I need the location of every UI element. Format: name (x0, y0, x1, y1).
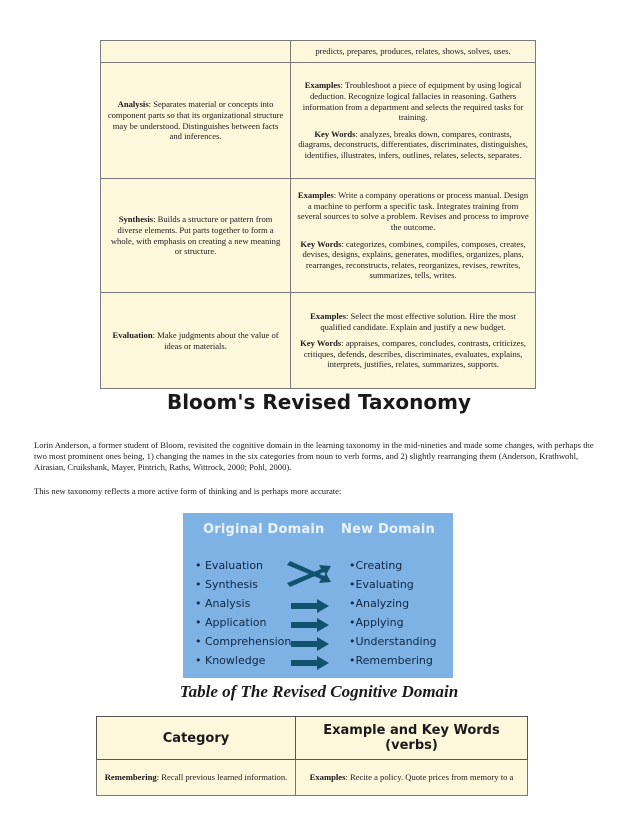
new-domain-item: •Evaluating (349, 578, 414, 591)
table-row (101, 293, 536, 389)
table-subtitle: Table of The Revised Cognitive Domain (179, 682, 459, 701)
original-domain-item: • Evaluation (195, 559, 264, 572)
category-cell (101, 41, 291, 63)
lead-in-paragraph: This new taxonomy reflects a more active form of thinking and is perhaps more accurate: (34, 486, 342, 496)
right-arrow-icon (291, 599, 329, 613)
examples-label: Examples (309, 772, 346, 783)
table-row (101, 63, 536, 179)
category-label: Remembering (104, 772, 157, 783)
examples-keywords-cell (291, 63, 536, 179)
category-cell (101, 63, 291, 179)
original-domain-item: • Synthesis (195, 578, 259, 591)
examples-label: Examples (304, 80, 341, 91)
table-row (97, 760, 528, 796)
column-header-examples: Example and Key Words (verbs) (296, 717, 528, 760)
bloom-taxonomy-table (100, 40, 536, 389)
new-domain-header: New Domain (341, 522, 435, 537)
category-label: Analysis (117, 99, 149, 110)
examples-text: : Select the most effective solution. Hire the most qualified candidate. Explain and justify a new budget. (320, 311, 516, 332)
keywords-cell (291, 41, 536, 63)
keywords-label: Key Words (314, 128, 356, 139)
right-arrow-icon (291, 656, 329, 670)
examples-text: : Recite a policy. Quote prices from memory to a (345, 772, 514, 783)
category-label: Synthesis (118, 214, 154, 225)
keywords-text: predicts, prepares, produces, relates, shows, solves, uses. (315, 46, 511, 57)
category-description: : Recall previous learned information. (156, 772, 288, 783)
examples-keywords-cell (291, 179, 536, 293)
examples-keywords-cell (291, 293, 536, 389)
domain-comparison-graphic (183, 513, 453, 678)
new-domain-item: •Analyzing (349, 597, 410, 610)
table-row (101, 179, 536, 293)
examples-label: Examples (297, 190, 334, 201)
category-description: : Builds a structure or pattern from diverse elements. Put parts together to form a whole, with emphasis on creating a new meaning or structure. (110, 214, 281, 257)
swap-arrows-icon (285, 559, 337, 589)
keywords-text: : categorizes, combines, compiles, composes, creates, devises, designs, explains, generates, modifies, organizes, plans, rearranges, reconstructs, relates, reorganizes, revises, rewrites, summarizes, tells, writes. (302, 238, 526, 281)
examples-text: : Troubleshoot a piece of equipment by using logical deduction. Recognize logical fallacies in reasoning. Gathers information from a department and selects the required tasks for training. (302, 80, 524, 123)
new-domain-item: •Understanding (349, 635, 437, 648)
keywords-text: : analyzes, breaks down, compares, contrasts, diagrams, deconstructs, differentiates, discriminates, distinguishes, identifies, illustrates, infers, outlines, relates, selects, separates. (298, 128, 528, 160)
category-cell (97, 760, 296, 796)
examples-label: Examples (310, 311, 346, 322)
category-label: Evaluation (112, 329, 153, 340)
page-heading: Bloom's Revised Taxonomy (166, 390, 472, 414)
keywords-label: Key Words (300, 238, 342, 249)
new-domain-item: •Remembering (349, 654, 433, 667)
new-domain-item: •Applying (349, 616, 404, 629)
original-domain-item: • Application (195, 616, 267, 629)
category-description: : Separates material or concepts into component parts so that its organizational structure may be understood. Distinguishes between facts and inferences. (107, 99, 284, 142)
table-header-row (97, 717, 528, 760)
examples-cell (296, 760, 528, 796)
new-domain-item: •Creating (349, 559, 403, 572)
category-cell (101, 293, 291, 389)
category-cell (101, 179, 291, 293)
original-domain-item: • Knowledge (195, 654, 266, 667)
category-description: : Make judgments about the value of ideas or materials. (152, 329, 279, 351)
original-domain-item: • Comprehension (195, 635, 292, 648)
intro-paragraph: Lorin Anderson, a former student of Bloom, revisited the cognitive domain in the learning taxonomy in the mid-nineties and made some changes, with perhaps the two most prominent ones being, 1) changing the names in the six categories from noun to verb forms, and 2) slightly rearranging them (Anderson, Krathwohl, Airasian, Cruikshank, Mayer, Pintrich, Raths, Wittrock, 2000; Pohl, 2000). (34, 440, 594, 472)
original-domain-header: Original Domain (203, 522, 325, 537)
right-arrow-icon (291, 637, 329, 651)
examples-text: : Write a company operations or process manual. Design a machine to perform a specific task. Integrates training from several sources to solve a problem. Revises and process to improve the outcome. (297, 190, 529, 232)
table-row (101, 41, 536, 63)
column-header-category: Category (97, 717, 296, 760)
revised-domain-table (96, 716, 528, 796)
original-domain-item: • Analysis (195, 597, 251, 610)
right-arrow-icon (291, 618, 329, 632)
keywords-text: : appraises, compares, concludes, contrasts, criticizes, critiques, defends, describes, discriminates, evaluates, explains, interprets, justifies, relates, summarizes, supports. (303, 338, 526, 370)
keywords-label: Key Words (300, 338, 342, 349)
